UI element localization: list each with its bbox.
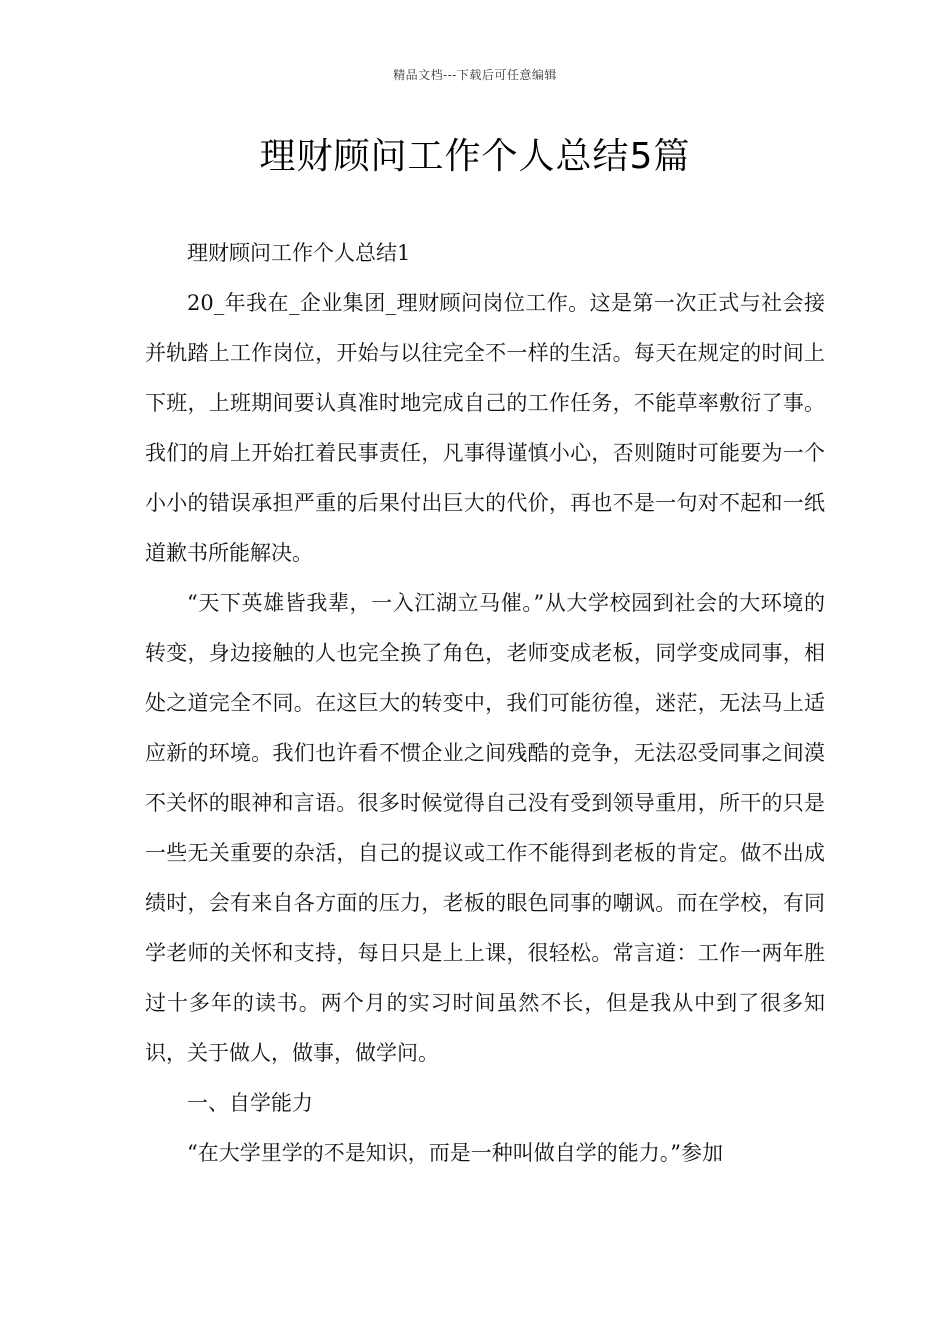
body-paragraph: “天下英雄皆我辈，一入江湖立马催。”从大学校园到社会的大环境的转变，身边接触的人也完全换了角色，老师变成老板，同学变成同事，相处之道完全不同。在这巨大的转变中，我们可能彷徨，迷茫，无法马上适应新的环境。我们也许看不惯企业之间残酷的竞争，无法忍受同事之间漠不关怀的眼神和言语。很多时候觉得自己没有受到领导重用，所干的只是一些无关重要的杂活，自己的提议或工作不能得到老板的肯定。做不出成绩时，会有来自各方面的压力，老板的眼色同事的嘲讽。而在学校，有同学老师的关怀和支持，每日只是上上课，很轻松。常言道：工作一两年胜过十多年的读书。两个月的实习时间虽然不长，但是我从中到了很多知识，关于做人，做事，做学问。	[145, 591, 825, 1065]
document-body	[145, 228, 825, 1178]
body-paragraph: 20_年我在_企业集团_理财顾问岗位工作。这是第一次正式与社会接并轨踏上工作岗位，开始与以往完全不一样的生活。每天在规定的时间上下班，上班期间要认真准时地完成自己的工作任务，不能草率敷衍了事。我们的肩上开始扛着民事责任，凡事得谨慎小心，否则随时可能要为一个小小的错误承担严重的后果付出巨大的代价，再也不是一句对不起和一纸道歉书所能解决。	[145, 291, 825, 565]
document-title: 理财顾问工作个人总结5篇	[259, 136, 691, 177]
section-heading: 一、自学能力	[187, 1091, 313, 1115]
body-paragraph: “在大学里学的不是知识，而是一种叫做自学的能力。”参加	[187, 1141, 723, 1165]
header-note: 精品文档---下载后可任意编辑	[393, 68, 557, 82]
section-heading: 理财顾问工作个人总结1	[187, 241, 411, 265]
